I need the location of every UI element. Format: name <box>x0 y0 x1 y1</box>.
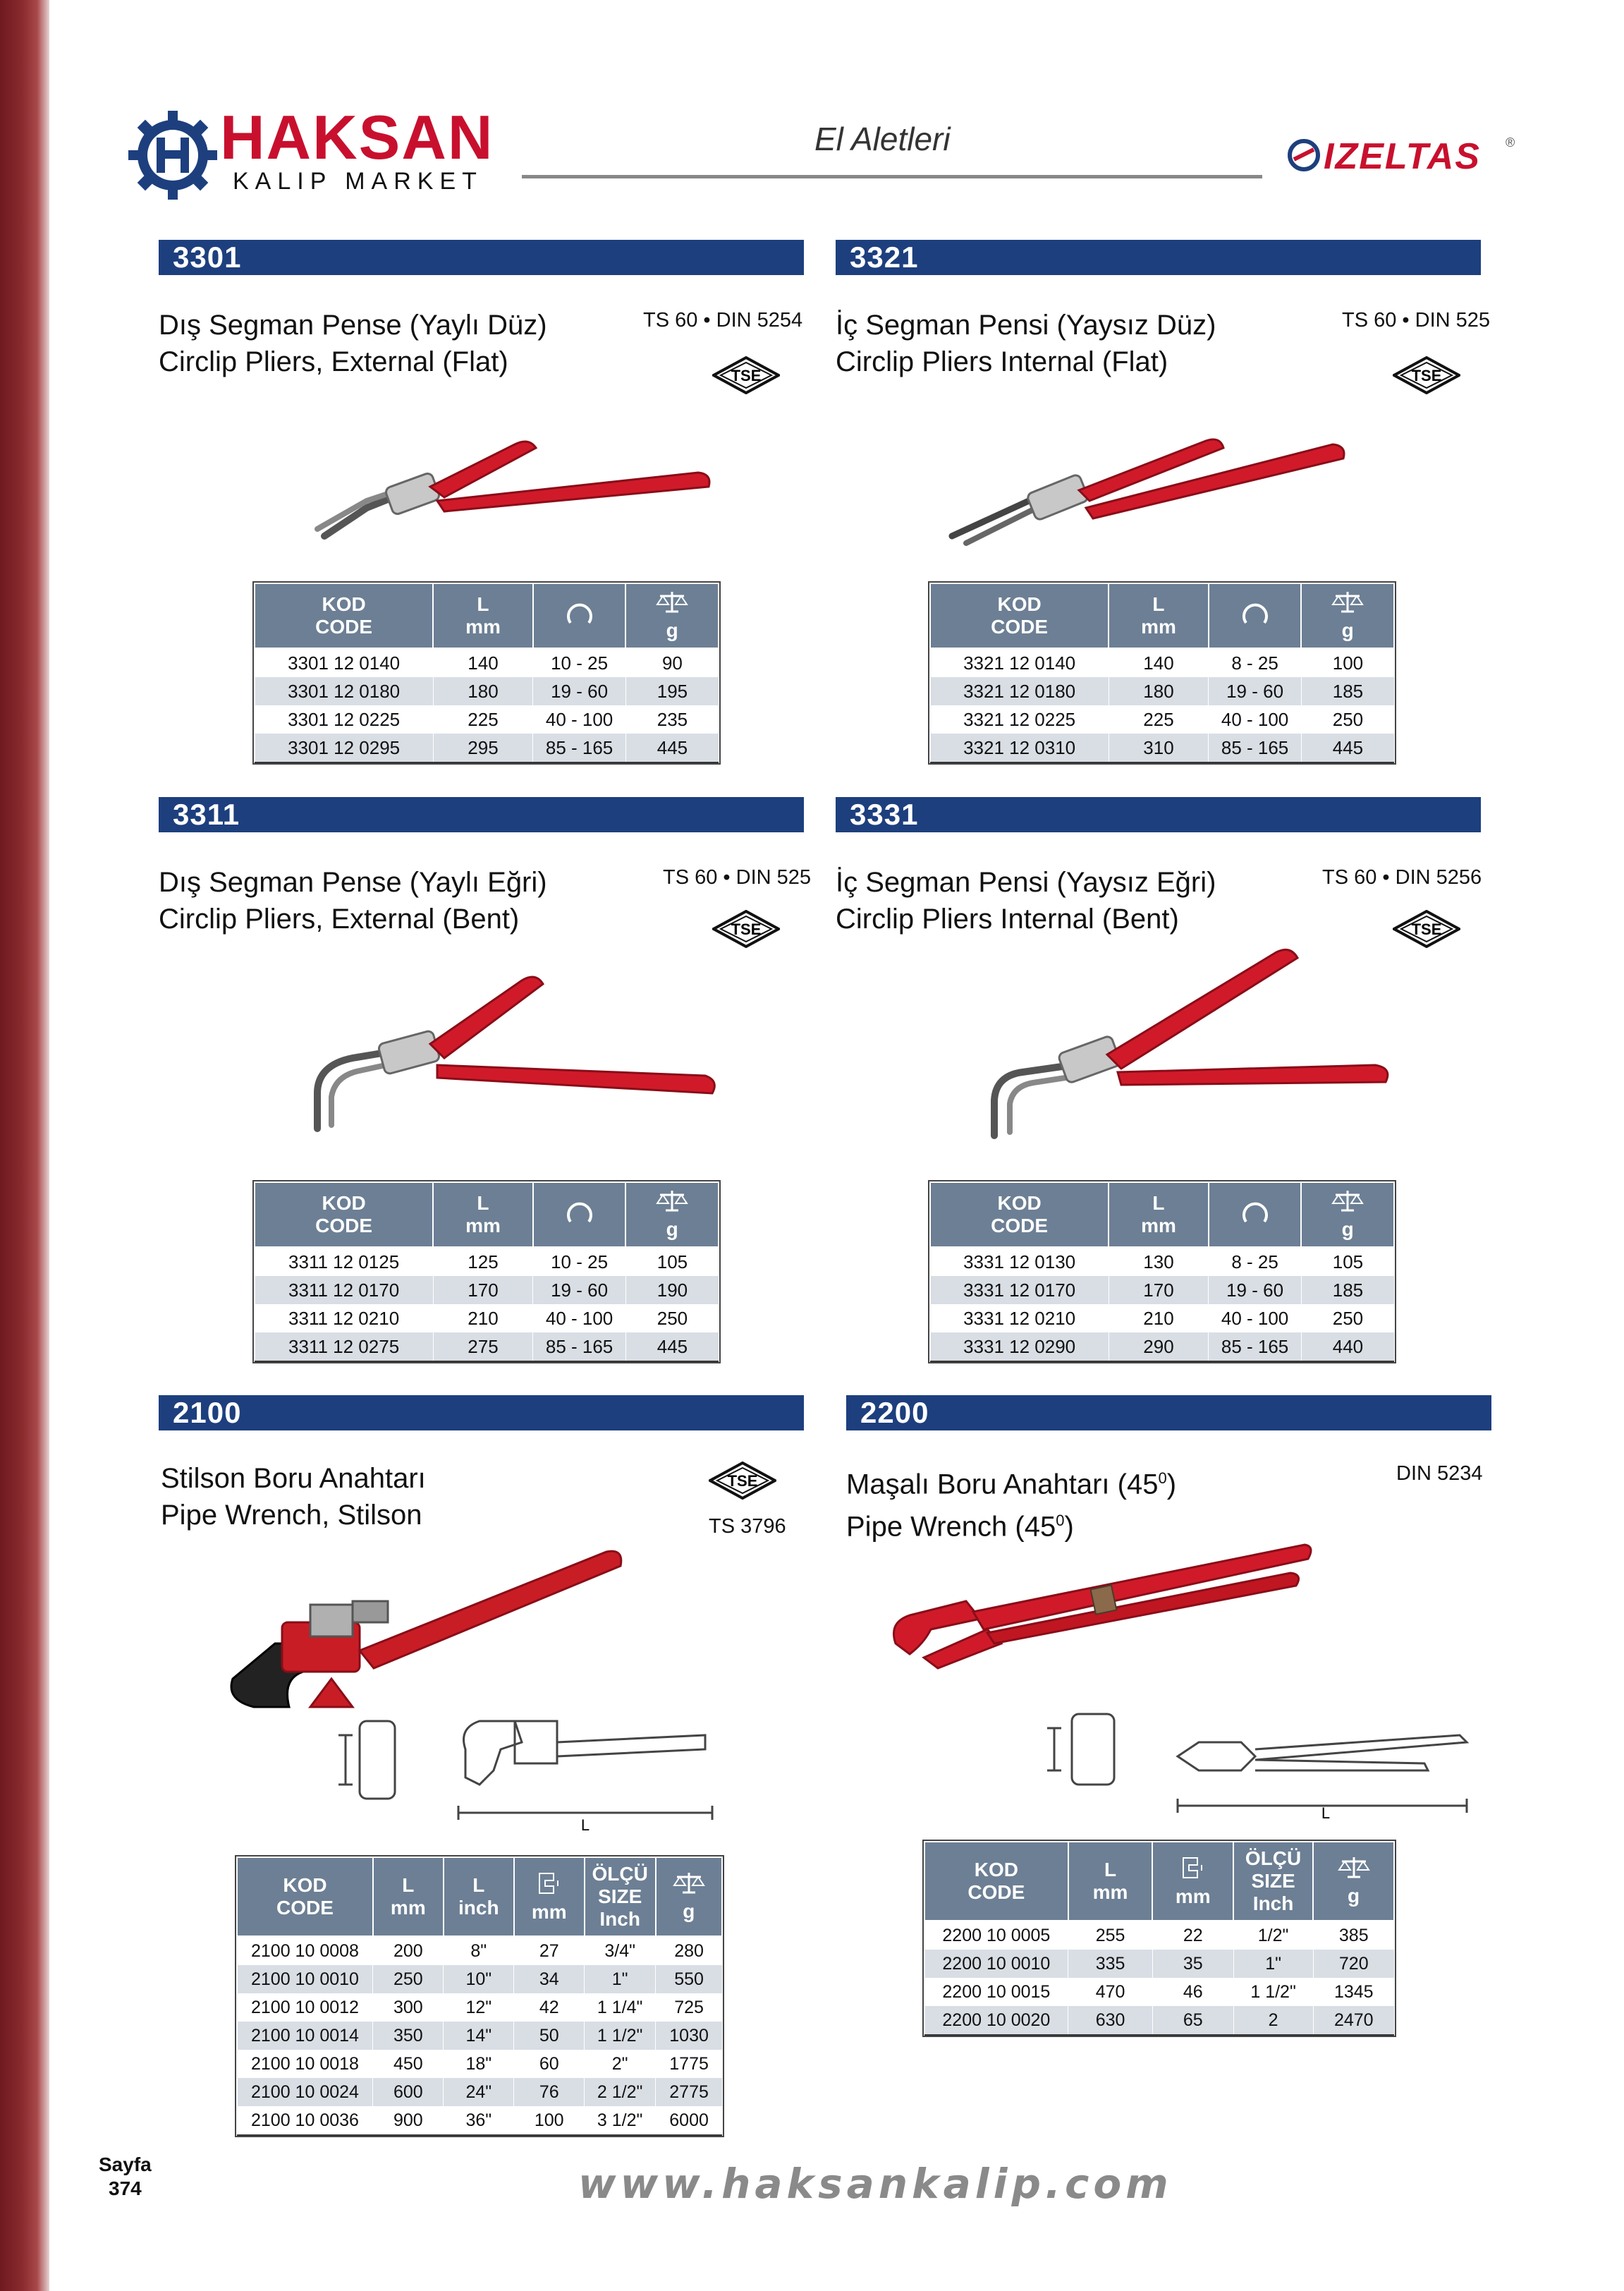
product-title-3301 <box>159 307 547 380</box>
table-row: 2200 10 0020 630 65 2 2470 <box>924 2006 1394 2035</box>
haksan-logo[interactable] <box>127 102 508 194</box>
table-row: 3301 12 0295 295 85 - 165 445 <box>255 734 719 762</box>
table-row: 2100 10 0012 300 12" 42 1 1/4" 725 <box>237 1993 722 2022</box>
title-en: Pipe Wrench, Stilson <box>161 1500 422 1531</box>
title-en: Circlip Pliers, External (Flat) <box>159 346 508 377</box>
table-row: 3331 12 0210 210 40 - 100 250 <box>930 1304 1394 1332</box>
table-row: 2200 10 0015 470 46 1 1/2" 1345 <box>924 1978 1394 2006</box>
circlip-ring-icon <box>1209 583 1302 648</box>
table-row: 2100 10 0010 250 10" 34 1" 550 <box>237 1965 722 1993</box>
weight-scale-icon: g <box>1313 1842 1394 1921</box>
table-row: 3321 12 0225 225 40 - 100 250 <box>930 705 1394 734</box>
pipe-wrench-45-image <box>881 1538 1319 1679</box>
col-length: L mm <box>1109 583 1209 648</box>
table-row: 2200 10 0010 335 35 1" 720 <box>924 1950 1394 1978</box>
spec-table-3301 <box>254 583 719 763</box>
side-border <box>0 0 49 2291</box>
table-row: 2100 10 0036 900 36" 100 3 1/2" 6000 <box>237 2106 722 2135</box>
col-code: KOD CODE <box>924 1842 1068 1921</box>
header-rule <box>522 175 1262 178</box>
circlip-pliers-external-bent-image <box>303 952 726 1143</box>
circlip-ring-icon <box>533 583 626 648</box>
tse-text: TSE <box>1411 367 1442 384</box>
table-row: 3311 12 0210 210 40 - 100 250 <box>255 1304 719 1332</box>
title-tr: Dış Segman Pense (Yaylı Eğri) <box>159 867 547 898</box>
tse-text: TSE <box>1411 920 1442 938</box>
category-title: El Aletleri <box>814 121 951 157</box>
weight-scale-icon: g <box>1301 583 1394 648</box>
circlip-ring-icon <box>533 1182 626 1247</box>
table-row: 3311 12 0170 170 19 - 60 190 <box>255 1276 719 1304</box>
website-link[interactable]: www.haksankalip.com <box>578 2160 1173 2208</box>
product-title-2100 <box>161 1460 426 1533</box>
page-number <box>99 2153 152 2201</box>
table-row: 2100 10 0008 200 8" 27 3/4" 280 <box>237 1936 722 1965</box>
col-code: KOD CODE <box>255 583 433 648</box>
col-length: L mm <box>433 583 533 648</box>
standard-label: TS 3796 <box>709 1515 786 1538</box>
spec-table-3321 <box>929 583 1395 763</box>
table-row: 3311 12 0275 275 85 - 165 445 <box>255 1332 719 1361</box>
circlip-pliers-internal-flat-image <box>938 430 1361 550</box>
col-code: KOD CODE <box>237 1857 373 1936</box>
table-row: 2100 10 0024 600 24" 76 2 1/2" 2775 <box>237 2078 722 2106</box>
title-tr: İç Segman Pensi (Yaysız Düz) <box>836 310 1216 341</box>
section-bar-3311: 3311 <box>159 797 804 832</box>
title-en: Circlip Pliers Internal (Flat) <box>836 346 1168 377</box>
jaw-opening-icon <box>535 1871 563 1896</box>
title-en: Circlip Pliers Internal (Bent) <box>836 904 1179 935</box>
section-bar-2100: 2100 <box>159 1395 804 1430</box>
product-title-3331 <box>836 864 1216 937</box>
title-tr: Dış Segman Pense (Yaylı Düz) <box>159 310 547 341</box>
jaw-opening-icon <box>1179 1855 1207 1880</box>
section-bar-3321: 3321 <box>836 240 1481 275</box>
stilson-dimension-drawing <box>338 1707 733 1834</box>
col-code: KOD CODE <box>930 1182 1109 1247</box>
title-tr: Maşalı Boru Anahtarı $(45^0)$ <box>846 1469 1177 1500</box>
table-row: 3321 12 0180 180 19 - 60 185 <box>930 677 1394 705</box>
brand-name: HAKSAN <box>220 102 494 172</box>
page-number-value: 374 <box>109 2177 142 2199</box>
col-length: L mm <box>1109 1182 1209 1247</box>
col-size: ÖLÇÜ SIZE Inch <box>585 1857 656 1936</box>
izeltas-emblem-icon <box>1287 138 1321 172</box>
table-row: 3301 12 0140 140 10 - 25 90 <box>255 648 719 677</box>
title-tr: Stilson Boru Anahtarı <box>161 1463 426 1494</box>
standard-label: TS 60 • DIN 525 <box>1342 309 1491 332</box>
table-row: 2100 10 0014 350 14" 50 1 1/2" 1030 <box>237 2022 722 2050</box>
spec-table-2200 <box>924 1841 1395 2036</box>
section-bar-3301: 3301 <box>159 240 804 275</box>
col-jaw-opening: mm <box>1152 1842 1233 1921</box>
col-jaw-opening: mm <box>514 1857 585 1936</box>
tse-badge <box>709 1462 776 1503</box>
table-row: 3331 12 0290 290 85 - 165 440 <box>930 1332 1394 1361</box>
tse-icon <box>712 910 780 948</box>
title-en: Circlip Pliers, External (Bent) <box>159 904 520 935</box>
standard-label: TS 60 • DIN 5254 <box>643 309 803 332</box>
dimension-label: L <box>1321 1804 1331 1820</box>
title-tr: İç Segman Pensi (Yaysız Eğri) <box>836 867 1216 898</box>
col-code: KOD CODE <box>255 1182 433 1247</box>
section-bar-2200: 2200 <box>846 1395 1491 1430</box>
standard-label: TS 60 • DIN 525 <box>663 866 812 889</box>
col-code: KOD CODE <box>930 583 1109 648</box>
spec-table-3311 <box>254 1181 719 1362</box>
table-row: 3301 12 0180 180 19 - 60 195 <box>255 677 719 705</box>
table-row: 3301 12 0225 225 40 - 100 235 <box>255 705 719 734</box>
tse-icon <box>712 356 780 394</box>
izeltas-logo[interactable] <box>1287 135 1520 178</box>
table-row: 3311 12 0125 125 10 - 25 105 <box>255 1247 719 1276</box>
product-title-3311 <box>159 864 547 937</box>
dimension-label: L <box>580 1816 590 1834</box>
tse-badge <box>1393 356 1460 398</box>
circlip-ring-icon <box>1209 1182 1302 1247</box>
table-row: 3331 12 0170 170 19 - 60 185 <box>930 1276 1394 1304</box>
tse-text: TSE <box>731 367 762 384</box>
col-length: L mm <box>433 1182 533 1247</box>
product-title-3321 <box>836 307 1216 380</box>
table-row: 3321 12 0310 310 85 - 165 445 <box>930 734 1394 762</box>
table-row: 3331 12 0130 130 8 - 25 105 <box>930 1247 1394 1276</box>
weight-scale-icon: g <box>625 583 719 648</box>
izeltas-wordmark: IZELTAS <box>1324 136 1481 177</box>
weight-scale-icon: g <box>625 1182 719 1247</box>
tse-text: TSE <box>727 1472 758 1490</box>
table-row: 2200 10 0005 255 22 1/2" 385 <box>924 1921 1394 1950</box>
section-bar-3331: 3331 <box>836 797 1481 832</box>
table-row: 3321 12 0140 140 8 - 25 100 <box>930 648 1394 677</box>
standard-label: TS 60 • DIN 5256 <box>1322 866 1482 889</box>
col-length-mm: L mm <box>1068 1842 1153 1921</box>
weight-scale-icon: g <box>656 1857 722 1936</box>
registered-mark: ® <box>1506 135 1515 150</box>
pipe-wrench-45-dimension-drawing <box>1044 1700 1481 1820</box>
circlip-pliers-internal-bent-image <box>980 938 1403 1150</box>
table-row: 2100 10 0018 450 18" 60 2" 1775 <box>237 2050 722 2078</box>
weight-scale-icon: g <box>1301 1182 1394 1247</box>
tse-text: TSE <box>731 920 762 938</box>
col-length-inch: L inch <box>444 1857 514 1936</box>
col-length-mm: L mm <box>373 1857 444 1936</box>
tse-badge <box>712 910 780 952</box>
standard-label: DIN 5234 <box>1396 1462 1483 1485</box>
spec-table-3331 <box>929 1181 1395 1362</box>
tse-icon <box>1393 356 1460 394</box>
product-title-2200 <box>846 1460 1176 1545</box>
col-size: ÖLÇÜ SIZE Inch <box>1233 1842 1313 1921</box>
gear-logo-icon <box>127 109 219 201</box>
page-label: Sayfa <box>99 2153 152 2175</box>
tse-badge <box>712 356 780 398</box>
tse-icon <box>709 1462 776 1500</box>
spec-table-2100 <box>236 1857 723 2136</box>
circlip-pliers-external-flat-image <box>303 430 726 550</box>
title-en: Pipe Wrench $(45^0)$ <box>846 1511 1074 1543</box>
brand-subtitle: KALIP MARKET <box>233 168 483 195</box>
